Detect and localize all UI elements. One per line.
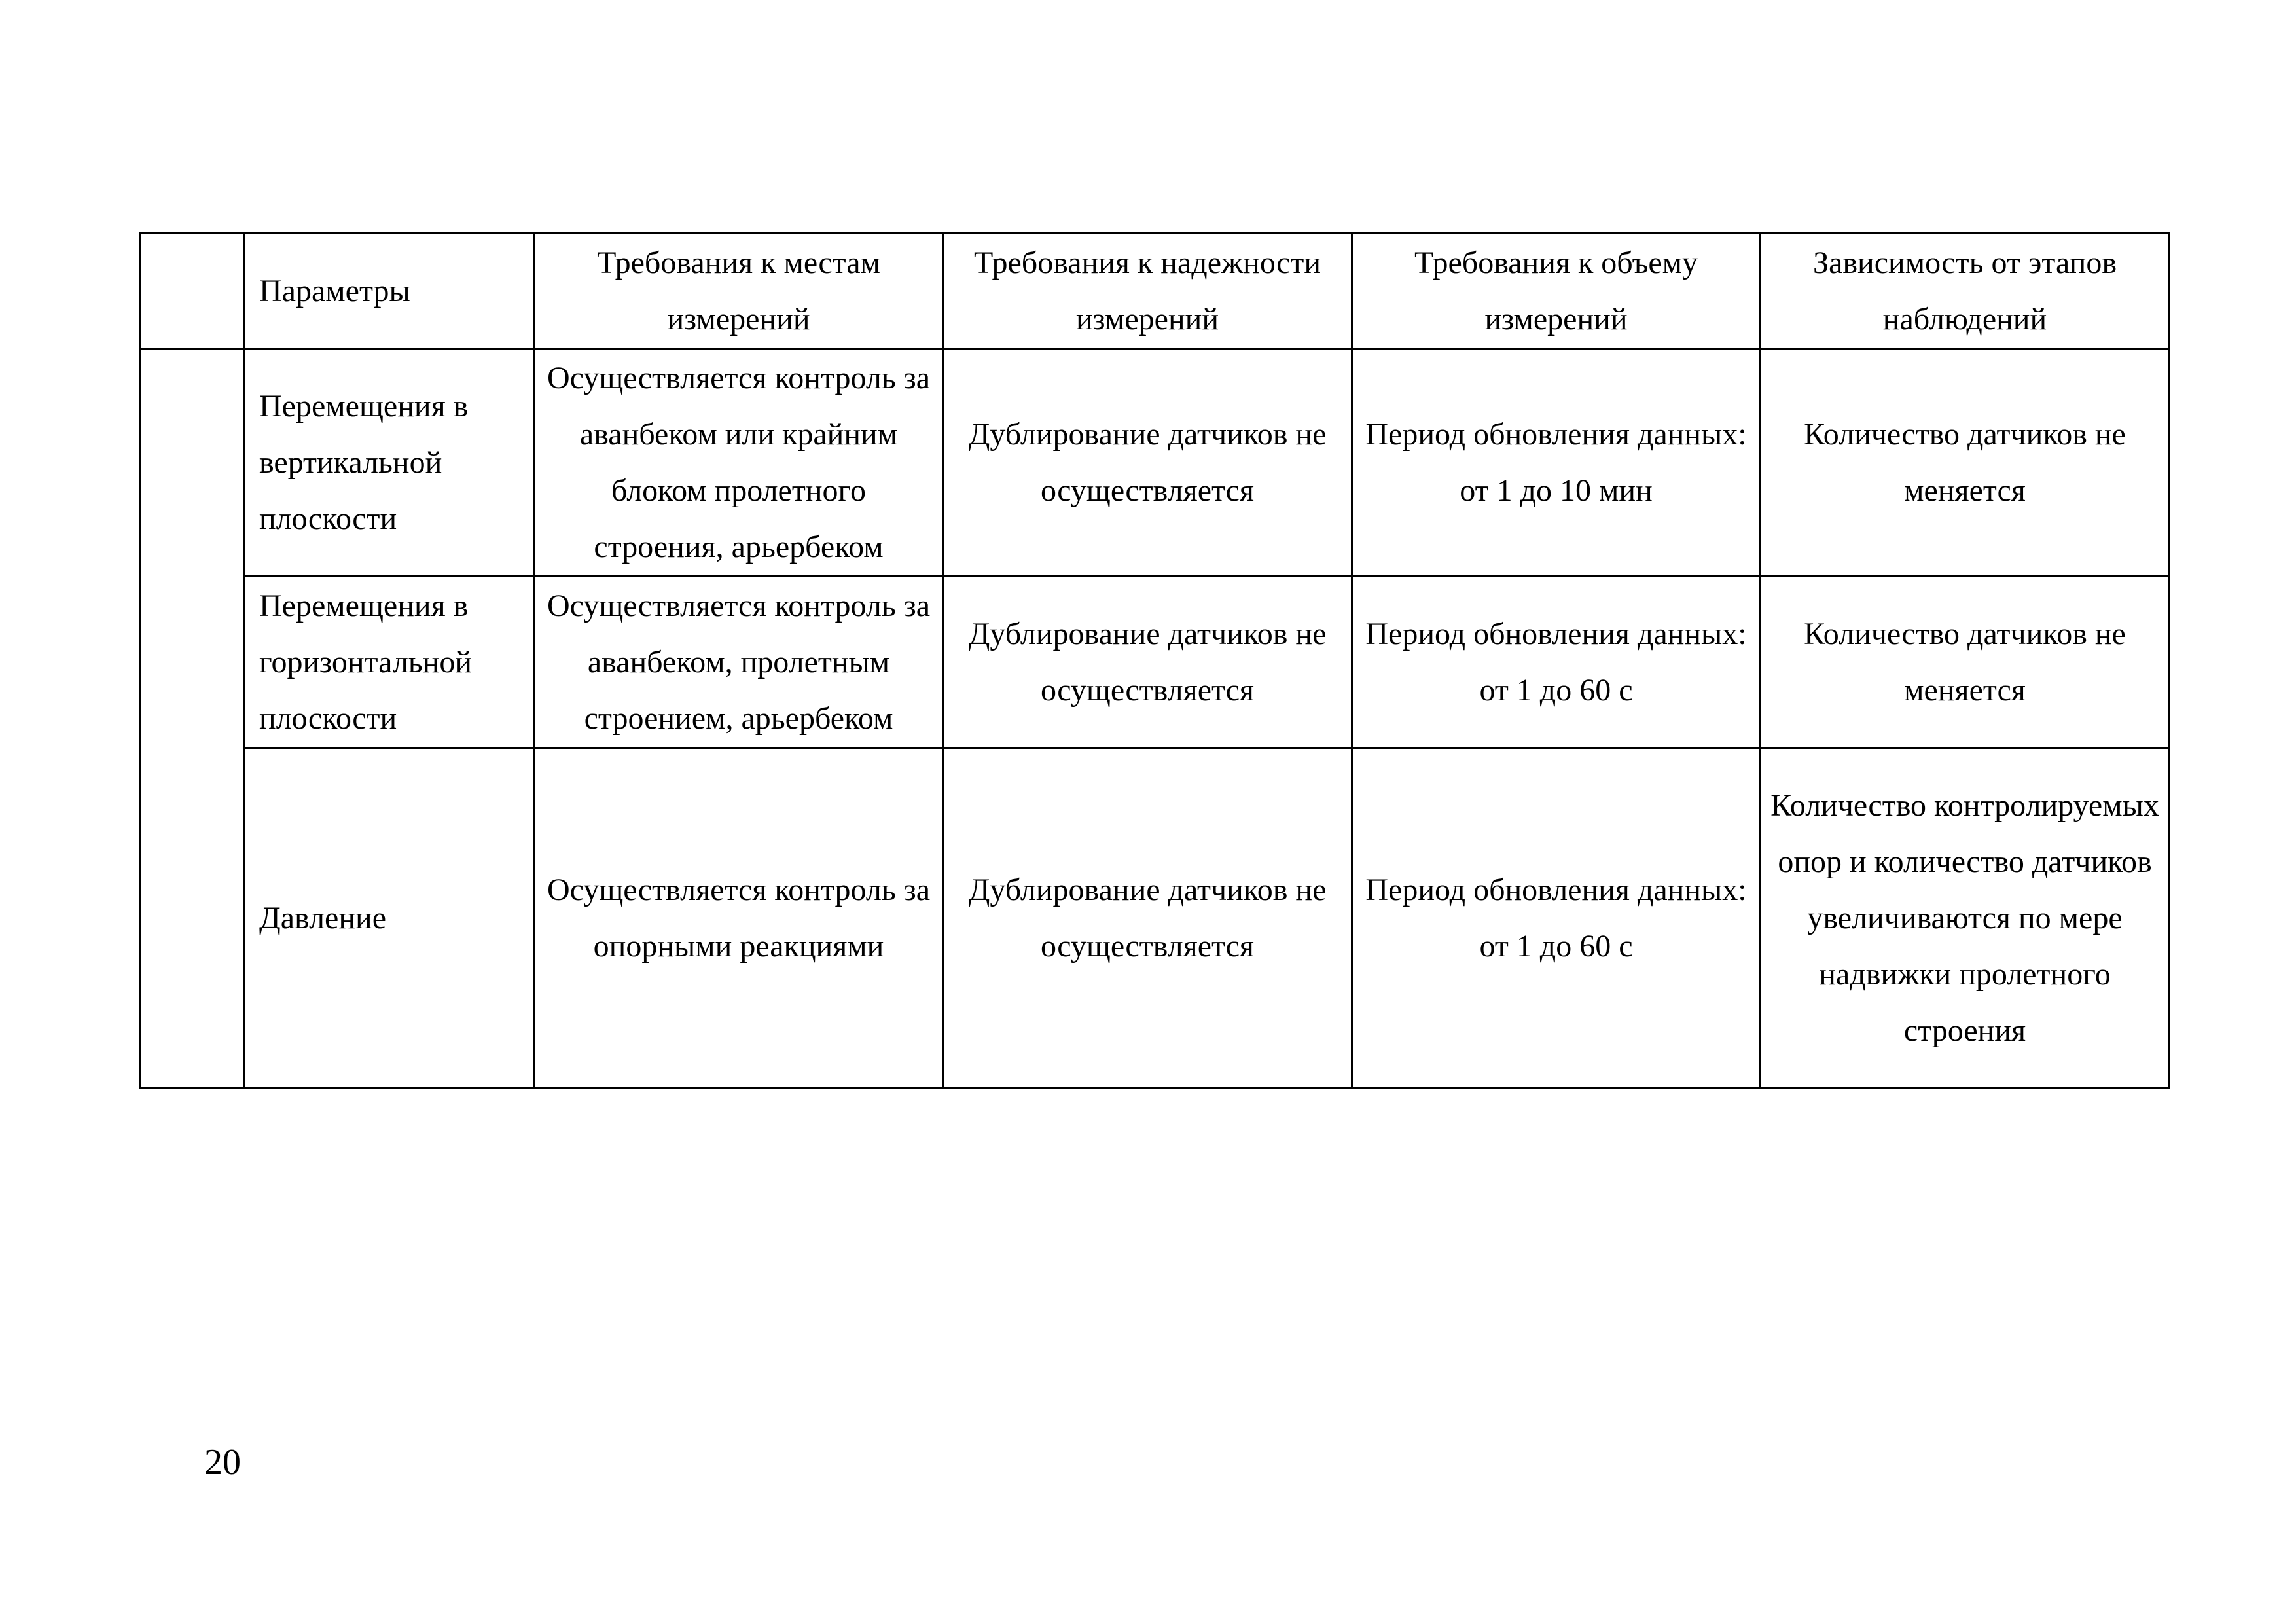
header-cell-volume: Требования к объему измерений: [1352, 234, 1761, 349]
cell-parameter: Перемещения в вертикальной плоскости: [244, 349, 535, 577]
cell-volume: Период обновления данных: от 1 до 10 мин: [1352, 349, 1761, 577]
page-number: 20: [204, 1442, 241, 1483]
cell-places: Осуществляется контроль за аванбеком или крайним блоком пролетного строения, арьербеком: [535, 349, 943, 577]
row-number-cell: [141, 349, 244, 1089]
requirements-table: [139, 232, 2170, 1089]
table-row: [141, 577, 2170, 748]
header-cell-places: Требования к местам измерений: [535, 234, 943, 349]
header-cell-reliability: Требования к надежности измерений: [943, 234, 1352, 349]
cell-parameter: Перемещения в горизонтальной плоскости: [244, 577, 535, 748]
cell-parameter: Давление: [244, 748, 535, 1089]
header-cell-dependence: Зависимость от этапов наблюдений: [1761, 234, 2170, 349]
header-cell-parameters: Параметры: [244, 234, 535, 349]
table-row: [141, 748, 2170, 1089]
cell-volume: Период обновления данных: от 1 до 60 с: [1352, 577, 1761, 748]
header-cell-blank: [141, 234, 244, 349]
cell-volume: Период обновления данных: от 1 до 60 с: [1352, 748, 1761, 1089]
cell-reliability: Дублирование датчиков не осуществляется: [943, 349, 1352, 577]
cell-dependence: Количество датчиков не меняется: [1761, 577, 2170, 748]
cell-places: Осуществляется контроль за опорными реакциями: [535, 748, 943, 1089]
cell-reliability: Дублирование датчиков не осуществляется: [943, 577, 1352, 748]
table-row: [141, 349, 2170, 577]
cell-places: Осуществляется контроль за аванбеком, пролетным строением, арьербеком: [535, 577, 943, 748]
cell-reliability: Дублирование датчиков не осуществляется: [943, 748, 1352, 1089]
cell-dependence: Количество датчиков не меняется: [1761, 349, 2170, 577]
cell-dependence: Количество контролируемых опор и количество датчиков увеличиваются по мере надвижки пролетного строения: [1761, 748, 2170, 1089]
table-header-row: [141, 234, 2170, 349]
